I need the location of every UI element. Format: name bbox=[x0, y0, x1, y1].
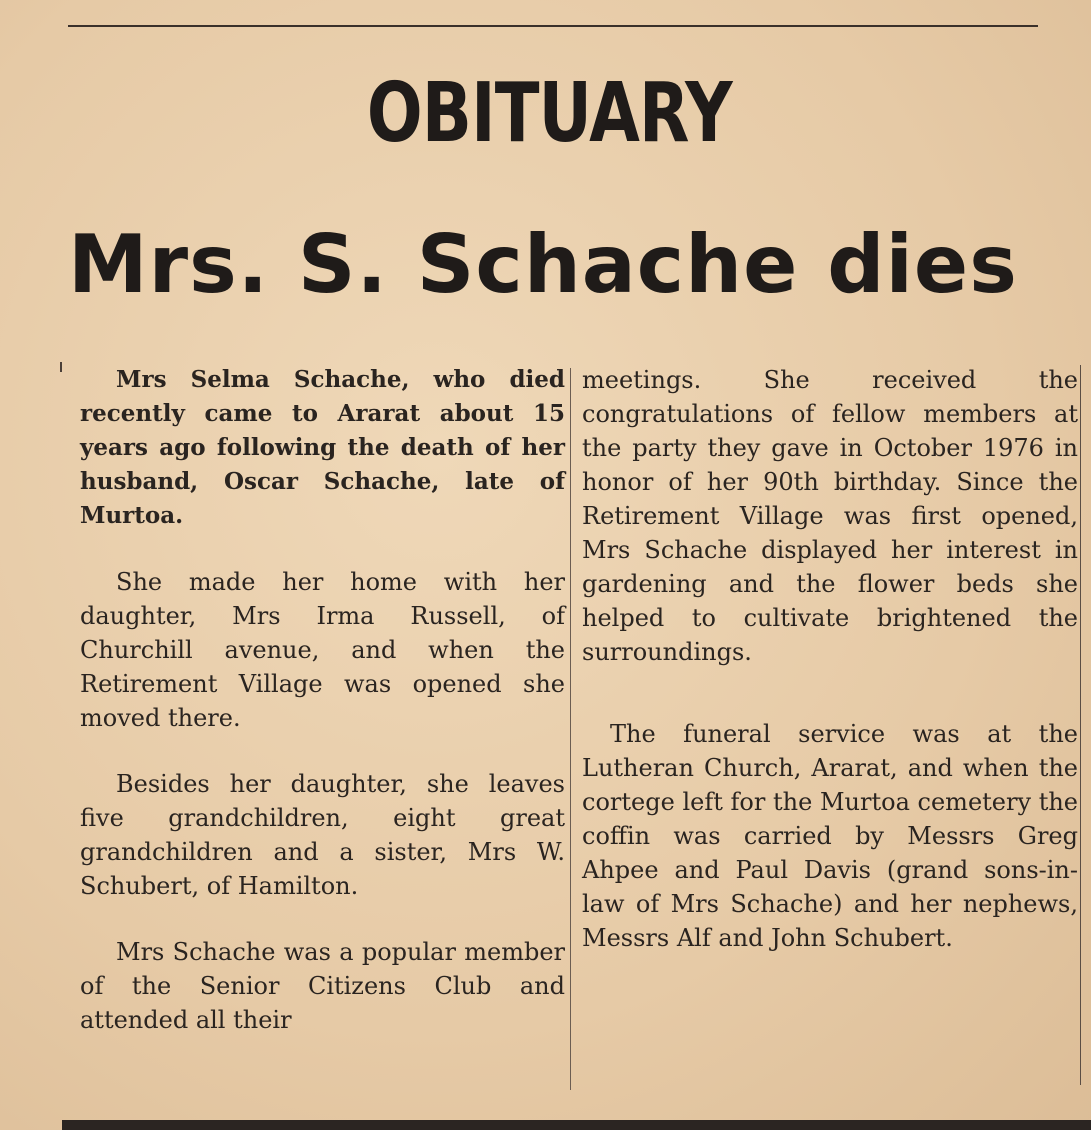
body-paragraph: meetings. She received the congratulations of fellow members at the party they gave in October 1976 in honor of her 90th birthday. Since the Retirement Village was first opened, Mrs Schache displayed her interest in gardening and the flower beds she helped to cultivate brightened the surroundings. bbox=[582, 366, 1078, 666]
left-column bbox=[80, 363, 565, 1037]
lead-paragraph: Mrs Selma Schache, who died recently came to Ararat about 15 years ago following the death of her husband, Oscar Schache, late of Murtoa. bbox=[80, 366, 565, 529]
body-paragraph: The funeral service was at the Lutheran Church, Ararat, and when the cortege left for the Murtoa cemetery the coffin was carried by Messrs Greg Ahpee and Paul Davis (grand sons-in-law of Mrs Schache) and her nephews, Messrs Alf and John Schubert. bbox=[582, 720, 1078, 952]
body-paragraph: Mrs Schache was a popular member of the Senior Citizens Club and attended all their bbox=[80, 938, 565, 1034]
right-rule bbox=[1080, 365, 1081, 1085]
top-rule bbox=[68, 25, 1038, 27]
column-divider bbox=[570, 368, 571, 1090]
body-paragraph: Besides her daughter, she leaves five grandchildren, eight great grandchildren and a sister, Mrs W. Schubert, of Hamilton. bbox=[80, 770, 565, 900]
column-mark bbox=[60, 362, 62, 372]
body-paragraph: She made her home with her daughter, Mrs Irma Russell, of Churchill avenue, and when the Retirement Village was opened she moved there. bbox=[80, 568, 565, 732]
section-title: OBITUARY bbox=[366, 66, 732, 161]
headline: Mrs. S. Schache dies bbox=[68, 218, 1018, 311]
right-column bbox=[582, 363, 1078, 955]
bottom-rule bbox=[62, 1120, 1091, 1130]
